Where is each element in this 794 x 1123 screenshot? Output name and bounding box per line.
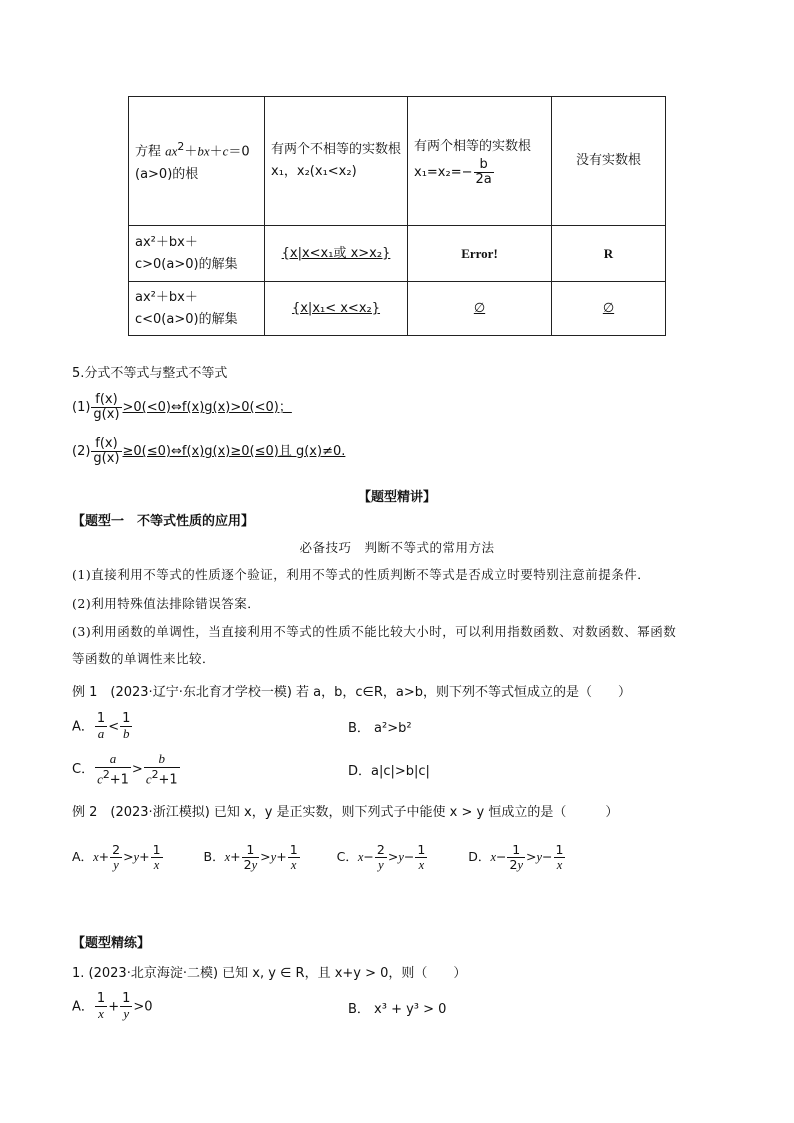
type1-header: 【题型一 不等式性质的应用】 (72, 514, 255, 529)
q1-stem: 1. (2023·北京海淀·二模) 已知 x, y ∈ R，且 x+y > 0，则（ ） (72, 966, 467, 981)
ex2-option-a: A．x+ $\frac{2}{y}$ >y+ $\frac{1}{x}$ (72, 842, 161, 872)
ex1-option-a: A． $\frac{1}{a}$ < $\frac{1}{b}$ (72, 711, 131, 741)
ex1-option-d: D．a|c|>b|c| (348, 764, 430, 779)
sec5-line2: (2) $\frac{f(x)}{g(x)}$ ≥0(≤0)⇔f(x)g(x)≥0(≤0)且 g(x)≠0. (72, 436, 346, 466)
row3-solution: {x|x₁< x<x₂} (265, 282, 408, 336)
row3-label: ax²＋bx＋c<0(a>0)的解集 (129, 282, 265, 336)
tip-1: (1)直接利用不等式的性质逐个验证，利用不等式的性质判断不等式是否成立时要特别注意前提条件． (72, 567, 651, 582)
row1-label: 方程 $ax^2+bx+c=0$ (a>0)的根 (129, 97, 265, 226)
tip-3a: (3)利用函数的单调性，当直接利用不等式的性质不能比较大小时，可以利用指数函数、对数函数、幂函数 (72, 624, 677, 639)
sec5-line1: (1) $\frac{f(x)}{g(x)}$ >0(<0)⇔f(x)g(x)>0(<0)； (72, 392, 292, 422)
ex2-option-c: C．x− $\frac{2}{y}$ >y− $\frac{1}{x}$ (336, 842, 426, 872)
ex2-option-d: D．x− $\frac{1}{2y}$ >y− $\frac{1}{x}$ (468, 842, 564, 872)
ex1-stem: 例 1 (2023·辽宁·东北育才学校一模) 若 a，b，c∈R，a>b，则下列不等式恒成立的是（ ） (72, 685, 631, 700)
row1-double-root: 有两个相等的实数根 x₁=x₂=− $\frac{b}{2a}$ (408, 97, 552, 226)
row2-reals: R (552, 226, 666, 282)
section-header-jinglian: 【题型精练】 (72, 936, 151, 951)
tip-3b: 等函数的单调性来比较． (72, 651, 216, 666)
tips-title: 必备技巧 判断不等式的常用方法 (299, 540, 495, 555)
ex2-option-b: B．x+ $\frac{1}{2y}$ >y+ $\frac{1}{x}$ (203, 842, 298, 872)
ex2-stem: 例 2 (2023·浙江模拟) 已知 x，y 是正实数，则下列式子中能使 x > y 恒成立的是（ ） (72, 805, 619, 820)
row2-error: Error! (408, 226, 552, 282)
section-header-jiangjie: 【题型精讲】 (357, 490, 436, 505)
q1-option-a: A． $\frac{1}{x}$ + $\frac{1}{y}$ >0 (72, 991, 153, 1021)
row2-solution: {x|x<x₁或 x>x₂} (265, 226, 408, 282)
row2-label: ax²＋bx＋c>0(a>0)的解集 (129, 226, 265, 282)
row3-empty-2: ∅ (552, 282, 666, 336)
row1-two-roots: 有两个不相等的实数根 x₁，x₂(x₁<x₂) (265, 97, 408, 226)
tip-2: (2)利用特殊值法排除错误答案． (72, 596, 261, 611)
q1-option-b: B． x³ + y³ > 0 (348, 1002, 447, 1017)
solution-table (128, 96, 666, 336)
row1-no-root: 没有实数根 (552, 97, 666, 226)
sec5-title: 5.分式不等式与整式不等式 (72, 366, 228, 381)
ex1-option-b: B． a²>b² (348, 721, 412, 736)
ex1-option-c: C． $\frac{a}{c^2+1}$ > $\frac{b}{c^2+1}$ (72, 751, 178, 788)
row3-empty: ∅ (408, 282, 552, 336)
ex2-options (72, 843, 566, 872)
